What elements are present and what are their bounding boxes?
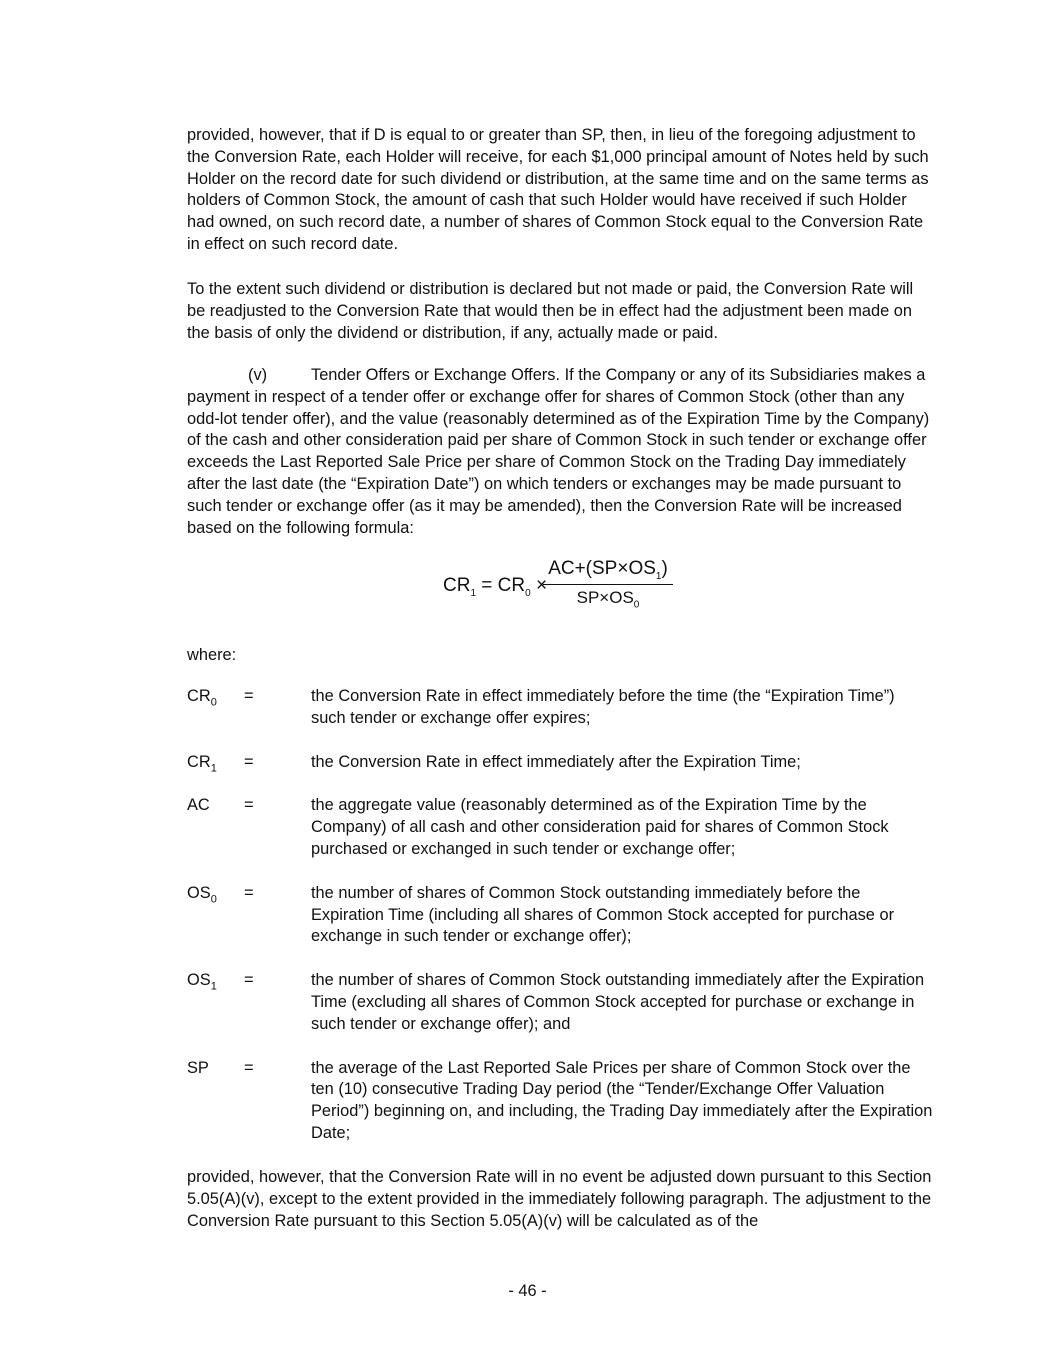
fraction-bar <box>543 584 673 585</box>
definition-cr0 <box>187 686 937 730</box>
conversion-formula <box>443 558 683 620</box>
definition-symbol: AC <box>187 796 210 815</box>
definition-equals: = <box>244 883 254 902</box>
definition-os0 <box>187 883 937 948</box>
definition-text: the average of the Last Reported Sale Prices per share of Common Stock over the ten (10) consecutive Trading Day period (the “Tender/Exchange Offer Valuation Period”) beginning on, and including, the Trading Day immediately after the Expiration Date; <box>311 1058 933 1142</box>
definition-equals: = <box>244 796 254 815</box>
paragraph-readjustment: To the extent such dividend or distribution is declared but not made or paid, the Conversion Rate will be readjusted to the Conversion Rate that would then be in effect had the adjustment been made on the basis of only the dividend or distribution, if any, actually made or paid. <box>187 280 914 342</box>
paragraph-final-proviso: provided, however, that the Conversion Rate will in no event be adjusted down pursuant to this Section 5.05(A)(v), except to the extent provided in the immediately following paragraph. The adjustment to the Conversion Rate pursuant to this Section 5.05(A)(v) will be calculated as of the <box>187 1168 932 1230</box>
definitions-list <box>187 686 937 1167</box>
clause-text: Tender Offers or Exchange Offers. If the Company or any of its Subsidiaries makes a payment in respect of a tender offer or exchange offer for shares of Common Stock (other than any odd-lot tender offer), and the value (reasonably determined as of the Expiration Time by the Company) of the cash and other consideration paid per share of Common Stock in such tender or exchange offer exceeds the Last Reported Sale Price per share of Common Stock on the Trading Day immediately after the last date (the “Expiration Date”) on which tenders or exchanges may be made pursuant to such tender or exchange offer (as it may be amended), then the Conversion Rate will be increased based on the following formula: <box>187 366 930 537</box>
page-number: - 46 - <box>508 1282 547 1300</box>
definition-os1 <box>187 970 937 1035</box>
definition-symbol: $OS_0$ <box>187 883 217 906</box>
definition-text: the aggregate value (reasonably determined as of the Expiration Time by the Company) of all cash and other consideration paid for shares of Common Stock purchased or exchanged in such tender or exchange offer; <box>311 796 889 858</box>
paragraph-tender-offers <box>187 365 932 539</box>
definition-equals: = <box>244 687 254 705</box>
definition-symbol: $CR_1$ <box>187 752 217 774</box>
definition-sp <box>187 1058 937 1145</box>
definition-text: the number of shares of Common Stock outstanding immediately after the Expiration Time (excluding all shares of Common Stock accepted for purchase or exchange in such tender or exchange offer); and <box>311 971 925 1033</box>
paragraph-proviso-dividend: provided, however, that if D is equal to or greater than SP, then, in lieu of the foregoing adjustment to the Conversion Rate, each Holder will receive, for each $1,000 principal amount of Notes held by such Holder on the record date for such dividend or distribution, at the same time and on the same terms as holders of Common Stock, the amount of cash that such Holder would have received if such Holder had owned, on such record date, a number of shares of Common Stock equal to the Conversion Rate in effect on such record date. <box>187 126 929 253</box>
formula-denominator: $SP\times OS_0$ <box>576 587 640 611</box>
definition-cr1 <box>187 752 937 774</box>
definition-equals: = <box>244 1058 254 1077</box>
definition-ac <box>187 795 937 860</box>
definition-symbol: $OS_1$ <box>187 971 217 993</box>
definition-equals: = <box>244 971 254 990</box>
formula-fraction <box>543 558 673 610</box>
formula-lhs: $CR_1 = CR_0$ × <box>443 575 548 599</box>
definition-equals: = <box>244 752 254 771</box>
definition-text: the number of shares of Common Stock outstanding immediately before the Expiration Time (including all shares of Common Stock accepted for purchase or exchange in such tender or exchange offer); <box>311 883 895 946</box>
where-label: where: <box>187 646 237 664</box>
definition-text: the Conversion Rate in effect immediately before the time (the “Expiration Time”) such tender or exchange offer expires; <box>311 687 895 727</box>
definition-symbol: SP <box>187 1058 209 1077</box>
definition-text: the Conversion Rate in effect immediately after the Expiration Time; <box>311 752 801 771</box>
clause-label: (v) <box>248 366 268 384</box>
formula-numerator: $AC+(SP\times OS_1)$ <box>548 558 668 582</box>
definition-symbol: $CR_0$ <box>187 687 217 709</box>
